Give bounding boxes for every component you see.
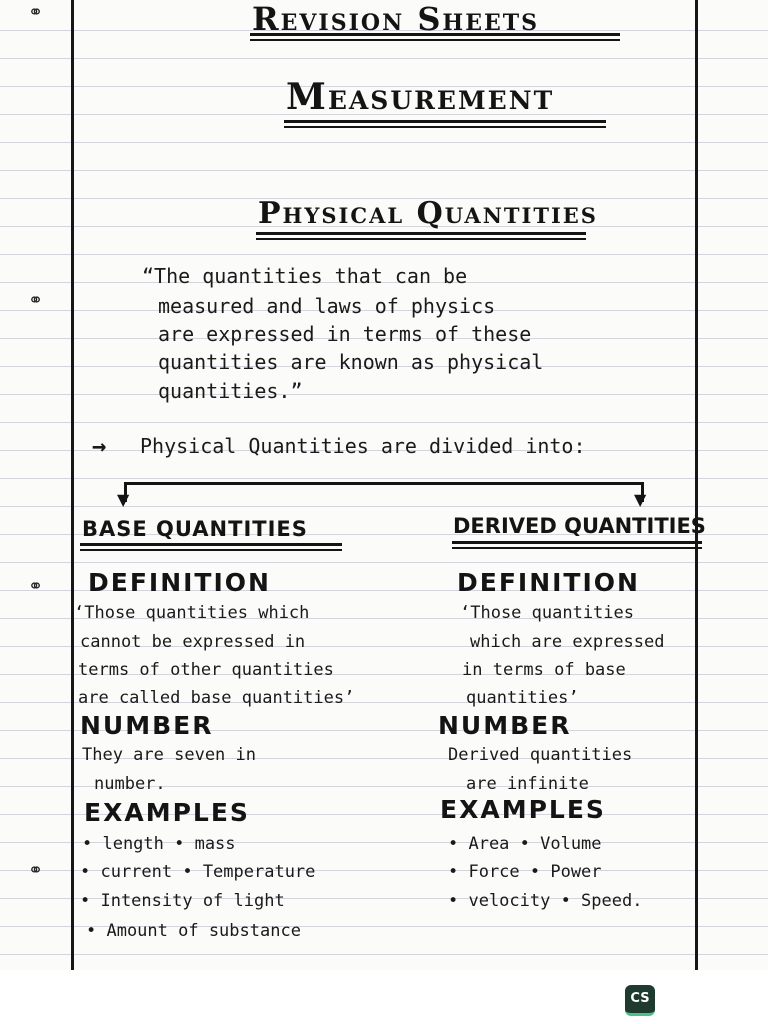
base-definition-label: DEFINITION: [88, 568, 271, 597]
split-bracket: [124, 482, 644, 485]
binder-ring-icon: ⚭: [28, 290, 44, 311]
left-margin-line: [71, 0, 74, 970]
title-underline: [250, 33, 620, 41]
derived-number-line: Derived quantities: [448, 745, 633, 765]
right-margin-line: [695, 0, 698, 970]
derived-example-line: • velocity • Speed.: [448, 891, 643, 911]
derived-definition-line: which are expressed: [470, 632, 665, 652]
derived-quantities-heading: DERIVED QUANTITIES: [453, 514, 706, 538]
definition-line: “The quantities that can be: [142, 264, 468, 288]
subject-underline: [284, 120, 606, 128]
camscanner-badge: CS: [625, 985, 655, 1016]
base-number-line: number.: [94, 774, 166, 794]
binder-ring-icon: ⚭: [28, 576, 44, 597]
definition-line: measured and laws of physics: [158, 294, 496, 318]
derived-example-line: • Area • Volume: [448, 834, 602, 854]
page-title: Revision Sheets: [252, 0, 540, 38]
base-definition-line: cannot be expressed in: [80, 632, 306, 652]
derived-example-line: • Force • Power: [448, 862, 602, 882]
derived-heading-underline: [452, 541, 702, 549]
section-underline: [256, 232, 586, 240]
derived-definition-label: DEFINITION: [457, 568, 640, 597]
base-number-line: They are seven in: [82, 745, 256, 765]
derived-examples-label: EXAMPLES: [440, 795, 606, 824]
base-example-line: • length • mass: [82, 834, 236, 854]
base-definition-line: ‘Those quantities which: [74, 603, 310, 623]
binder-ring-icon: ⚭: [28, 860, 44, 881]
definition-line: quantities are known as physical: [158, 350, 544, 374]
derived-definition-line: in terms of base: [462, 660, 626, 680]
base-definition-line: are called base quantities’: [78, 688, 355, 708]
division-text: Physical Quantities are divided into:: [140, 434, 586, 458]
down-arrow-icon: ▼: [634, 490, 647, 509]
base-examples-label: EXAMPLES: [84, 798, 250, 827]
base-example-line: • Intensity of light: [80, 891, 285, 911]
base-heading-underline: [80, 543, 342, 551]
definition-line: quantities.”: [158, 379, 303, 403]
section-heading: Physical Quantities: [258, 196, 598, 231]
base-definition-line: terms of other quantities: [78, 660, 334, 680]
base-example-line: • current • Temperature: [80, 862, 316, 882]
derived-definition-line: ‘Those quantities: [460, 603, 634, 623]
derived-number-line: are infinite: [466, 774, 589, 794]
definition-line: are expressed in terms of these: [158, 322, 532, 346]
derived-number-label: NUMBER: [438, 711, 572, 740]
down-arrow-icon: ▼: [117, 490, 130, 509]
binder-ring-icon: ⚭: [28, 2, 44, 23]
derived-definition-line: quantities’: [466, 688, 579, 708]
arrow-icon: →: [92, 432, 107, 460]
base-quantities-heading: BASE QUANTITIES: [82, 517, 308, 541]
subject-title: Measurement: [286, 76, 555, 118]
base-number-label: NUMBER: [80, 711, 214, 740]
base-example-line: • Amount of substance: [86, 921, 301, 941]
